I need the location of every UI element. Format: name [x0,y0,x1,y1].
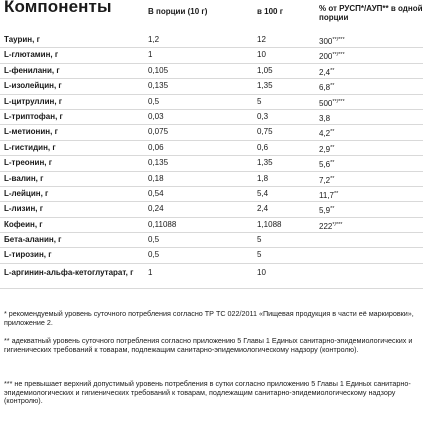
table-row [0,218,423,233]
table-row [0,141,423,156]
table-row [0,248,423,263]
percent-number: 222 [319,221,333,231]
footnote-3: *** не превышает верхний допустимый уровень потребления в сутки согласно приложению 5 Главы 1 Единых санитарно-эпидемиологических и гигиенических требований к товарам, подлежащим санитарно-эпидемиологическому надзору (контролю). [4,379,411,406]
table-row [0,172,423,187]
per-100g-value: 1,35 [257,81,273,91]
portion-value: 1 [148,267,153,277]
percent-number: 300 [319,37,333,46]
table-row [0,95,423,110]
component-name: L-аргинин-альфа-кетоглутарат, г [4,267,134,277]
percent-value [319,218,342,234]
portion-value: 0,54 [148,188,164,198]
per-100g-value: 10 [257,50,266,60]
per-100g-value: 0,3 [257,111,269,121]
footnote-mark: ** [330,129,335,136]
per-100g-value: 2,4 [257,204,269,214]
table-row [0,79,423,94]
percent-value [319,48,345,64]
footnote-mark: ** [330,144,335,151]
percent-number: 200 [319,52,333,62]
component-name: L-валин, г [4,173,44,183]
portion-value: 0,03 [148,111,164,121]
portion-value: 0,18 [148,173,164,183]
component-name: Бета-аланин, г [4,235,62,245]
table-row [0,202,423,217]
footnote-mark: **/*** [332,37,345,43]
percent-number: 3,8 [319,113,331,123]
portion-value: 0,5 [148,235,160,245]
component-name: L-метионин, г [4,127,58,137]
footnote-1: * рекомендуемый уровень суточного потребления согласно ТР ТС 022/2011 «Пищевая продукция в части её маркировки», приложение 2. [4,309,414,327]
per-100g-value: 1,1088 [257,219,282,229]
per-100g-value: 1,8 [257,173,269,183]
percent-number: 7,2 [319,175,331,185]
portion-value: 1,2 [148,35,160,44]
percent-value [319,95,345,111]
table-row [0,110,423,125]
table-row [0,48,423,63]
portion-value: 0,105 [148,65,169,75]
footnote-mark: **/*** [332,98,345,105]
percent-number: 5,6 [319,160,331,170]
footnote-mark: ** [330,67,335,74]
footnote-mark: ** [333,190,339,197]
percent-value [319,110,330,126]
per-100g-value: 12 [257,35,266,44]
table-row [0,187,423,202]
component-name: L-фенилани, г [4,65,60,75]
percent-value [319,187,338,203]
component-name: L-триптофан, г [4,111,63,121]
component-name: L-гистидин, г [4,142,56,152]
percent-value [319,141,334,157]
component-name: Кофеин, г [4,219,43,229]
per-100g-value: 0,75 [257,127,273,137]
percent-number: 500 [319,98,333,108]
component-name: L-цитруллин, г [4,96,63,106]
per-100g-value: 1,35 [257,158,273,168]
header-per-100g: в 100 г [257,7,284,16]
percent-value [319,172,334,188]
percent-number: 2,4 [319,67,331,77]
table-row [0,64,423,79]
per-100g-value: 1,05 [257,65,273,75]
portion-value: 0,135 [148,158,169,168]
footnote-mark: ** [330,83,335,90]
footnote-mark: ** [330,160,335,167]
per-100g-value: 0,6 [257,142,269,152]
percent-value [319,125,334,141]
header-percent: % от РУСП*/АУП** в одной порции [319,4,423,22]
per-100g-value: 5 [257,96,262,106]
percent-number: 6,8 [319,83,331,93]
percent-number: 4,2 [319,129,331,139]
component-name: Таурин, г [4,35,40,44]
table-row [0,233,423,248]
percent-value [319,202,334,218]
percent-value [319,156,334,172]
component-name: L-глютамин, г [4,50,59,60]
footnote-mark: ** [330,206,335,213]
components-table [0,33,423,289]
component-name: L-лизин, г [4,204,44,214]
percent-value [319,79,334,95]
table-row [0,33,423,48]
table-row [0,264,423,289]
table-row [0,125,423,140]
portion-value: 0,5 [148,96,160,106]
percent-value [319,33,345,49]
table-row [0,156,423,171]
percent-number: 2,9 [319,144,331,154]
header-portion: В порции (10 г) [148,7,208,16]
portion-value: 0,5 [148,250,160,260]
portion-value: 1 [148,50,153,60]
portion-value: 0,135 [148,81,169,91]
component-name: L-изолейцин, г [4,81,62,91]
portion-value: 0,24 [148,204,164,214]
portion-value: 0,06 [148,142,164,152]
portion-value: 0,075 [148,127,169,137]
percent-value [319,64,334,80]
per-100g-value: 10 [257,267,266,277]
footnote-mark: ** [330,175,335,182]
component-name: L-лейцин, г [4,188,49,198]
percent-number: 5,9 [319,206,331,216]
footnote-2: ** адекватный уровень суточного потребления согласно приложению 5 Главы 1 Единых санитарно-эпидемиологических и гигиенических требований к товарам, подлежащим санитарно-эпидемиологическому надзору (контролю). [4,336,413,354]
footnote-mark: */*** [332,221,343,228]
percent-number: 11,7 [319,190,334,200]
per-100g-value: 5 [257,235,262,245]
portion-value: 0,11088 [148,219,177,229]
page-title: Компоненты [4,0,112,16]
per-100g-value: 5,4 [257,188,269,198]
footnote-mark: **/*** [332,52,345,59]
component-name: L-тирозин, г [4,250,52,260]
component-name: L-треонин, г [4,158,53,168]
per-100g-value: 5 [257,250,262,260]
